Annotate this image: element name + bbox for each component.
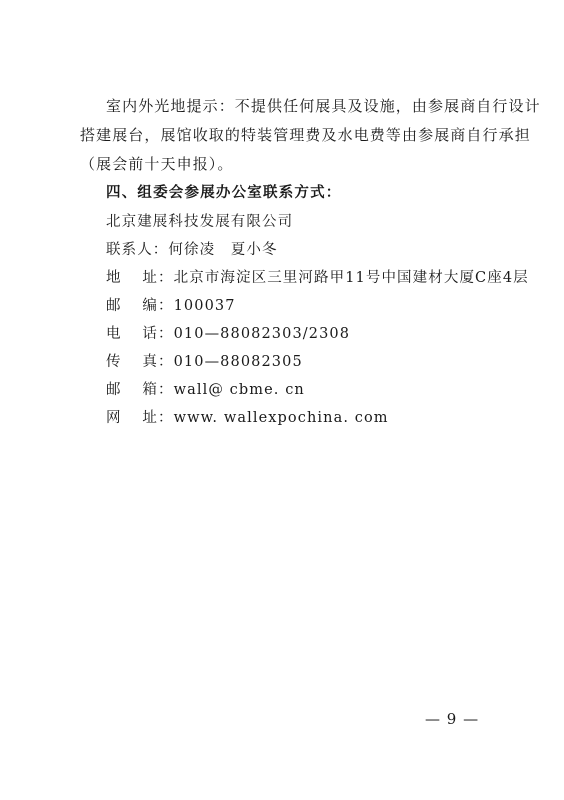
notice-line: 搭建展台，展馆收取的特装管理费及水电费等由参展商自行承担	[80, 126, 531, 144]
postcode-row	[106, 294, 236, 315]
section-heading: 四、组委会参展办公室联系方式：	[106, 185, 342, 201]
postcode-value: ：100037	[158, 298, 236, 314]
phone-row	[106, 322, 350, 343]
notice-paragraph	[80, 92, 541, 179]
organizer-name: 北京建展科技发展有限公司	[106, 214, 294, 230]
address-value: ：北京市海淀区三里河路甲11号中国建材大厦C座4层	[158, 270, 529, 286]
contact-person: 联系人：何徐凌 夏小冬	[106, 242, 278, 258]
notice-line: 室内外光地提示：不提供任何展具及设施，由参展商自行设计	[106, 97, 541, 115]
fax-label: 传真	[106, 354, 158, 370]
notice-line: （展会前十天申报）。	[80, 155, 234, 173]
page-number: — 9 —	[425, 710, 480, 728]
website-row	[106, 406, 389, 427]
email-value: ：wall@ cbme. cn	[158, 382, 305, 398]
phone-value: ：010—88082303/2308	[158, 326, 351, 342]
phone-label: 电话	[106, 326, 158, 342]
email-row	[106, 378, 305, 399]
address-row	[106, 266, 529, 287]
postcode-label: 邮编	[106, 298, 158, 314]
fax-value: ：010—88082305	[158, 354, 303, 370]
fax-row	[106, 350, 303, 371]
email-label: 邮箱	[106, 382, 158, 398]
website-value: ：www. wallexpochina. com	[158, 410, 389, 426]
website-label: 网址	[106, 410, 158, 426]
address-label: 地址	[106, 270, 158, 286]
